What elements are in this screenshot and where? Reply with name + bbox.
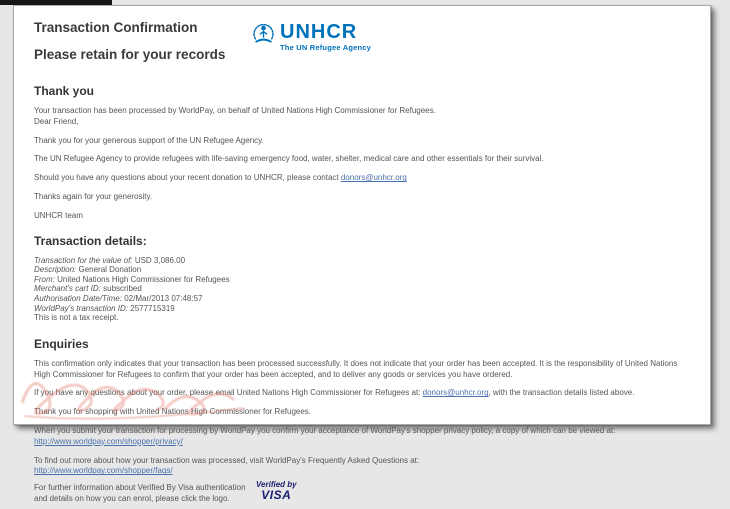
thank-you-paragraph-1 bbox=[34, 106, 692, 128]
detail-value: USD 3,086.00 bbox=[134, 255, 186, 265]
detail-label: From: bbox=[34, 274, 55, 284]
order-questions-tail: , with the transaction details listed above. bbox=[488, 388, 635, 398]
detail-value: subscribed bbox=[103, 284, 142, 294]
confirmation-page bbox=[13, 5, 711, 503]
detail-value: General Donation bbox=[78, 265, 142, 275]
unhcr-team-line: UNHCR team bbox=[34, 210, 83, 220]
page-title: Transaction Confirmation bbox=[34, 20, 198, 35]
faq-link[interactable]: http://www.worldpay.com/shopper/faqs/ bbox=[34, 466, 173, 476]
detail-label: Description: bbox=[34, 265, 77, 275]
screenshot-top-strip bbox=[0, 0, 112, 5]
order-questions-text: If you have any questions about your order, please email United Nations High Commissioner for Refugees at: bbox=[34, 388, 423, 398]
detail-value: 2577715319 bbox=[130, 303, 175, 313]
detail-row-description bbox=[34, 265, 692, 275]
processed-by-line: Your transaction has been processed by WorldPay, on behalf of United Nations High Commissioner for Refugees. bbox=[34, 106, 436, 115]
detail-row-from bbox=[34, 275, 692, 285]
not-tax-receipt-note: This is not a tax receipt. bbox=[34, 313, 119, 323]
thanks-shopping-line: Thank you for shopping with United Nations High Commissioner for Refugees. bbox=[34, 407, 312, 417]
detail-row-auth-datetime bbox=[34, 294, 692, 304]
enquiries-heading: Enquiries bbox=[34, 336, 89, 351]
visa-info-line2: and details on how you can enrol, please click the logo. bbox=[34, 493, 230, 503]
enquiries-email-link[interactable]: donors@unhcr.org bbox=[422, 388, 489, 398]
detail-row-transaction-id bbox=[34, 304, 692, 314]
unhcr-logo-tagline: The UN Refugee Agency bbox=[280, 43, 372, 52]
visa-wordmark: VISA bbox=[261, 488, 292, 503]
verified-by-visa-logo[interactable] bbox=[256, 481, 297, 501]
questions-donation-text: Should you have any questions about your recent donation to UNHCR, please contact bbox=[34, 173, 341, 183]
verified-by-visa-row bbox=[34, 480, 692, 509]
unhcr-logo bbox=[250, 20, 371, 52]
confirmation-disclaimer: This confirmation only indicates that your transaction has been processed successfully. It does not indicate that your order has been accepted. It is the responsibility of United Nations High Commissioner for Refugees to confirm that your order has been accepted, and to deliver any goods or services you have ordered. bbox=[34, 358, 678, 379]
thanks-generosity-line: Thanks again for your generosity. bbox=[34, 191, 153, 201]
detail-label: Merchant's cart ID: bbox=[34, 284, 101, 294]
thank-you-heading: Thank you bbox=[34, 84, 95, 98]
privacy-policy-line bbox=[34, 426, 692, 448]
unhcr-emblem-icon bbox=[250, 20, 280, 52]
privacy-policy-text: When you submit your transaction for processing by WorldPay you confirm your acceptance of WorldPay's shopper privacy policy, a copy of which can be viewed at: bbox=[34, 425, 616, 435]
faq-text: To find out more about how your transaction was processed, visit WorldPay's Frequently Asked Questions at: bbox=[34, 455, 420, 465]
transaction-details-heading: Transaction details: bbox=[34, 233, 147, 248]
donors-email-link[interactable]: donors@unhcr.org bbox=[340, 173, 407, 183]
order-questions-line bbox=[34, 388, 692, 399]
privacy-policy-link[interactable]: http://www.worldpay.com/shopper/privacy/ bbox=[34, 436, 183, 446]
dear-friend-line: Dear Friend, bbox=[34, 116, 79, 126]
generous-support-line: Thank you for your generous support of the UN Refugee Agency. bbox=[34, 135, 264, 145]
agency-mission-line: The UN Refugee Agency to provide refugees with life-saving emergency food, water, shelter, medical care and other essentials for their survival. bbox=[34, 154, 544, 164]
verified-by-text: Verified by bbox=[256, 480, 297, 490]
detail-label: WorldPay's transaction ID: bbox=[34, 303, 129, 313]
visa-info-text bbox=[34, 483, 249, 505]
faq-line bbox=[34, 456, 692, 478]
page-subtitle: Please retain for your records bbox=[34, 47, 226, 62]
unhcr-logo-text bbox=[280, 20, 371, 52]
detail-value: 02/Mar/2013 07:48:57 bbox=[124, 293, 203, 303]
detail-row-cart-id bbox=[34, 284, 692, 294]
detail-value: United Nations High Commissioner for Refugees bbox=[57, 274, 230, 284]
unhcr-logo-name: UNHCR bbox=[280, 21, 358, 43]
detail-label: Authorisation Date/Time: bbox=[34, 293, 122, 303]
detail-label: Transaction for the value of: bbox=[34, 255, 133, 265]
questions-donation-line bbox=[34, 173, 692, 184]
transaction-details-block bbox=[34, 256, 692, 323]
detail-row-value bbox=[34, 256, 692, 266]
visa-info-line1: For further information about Verified By Visa authentication bbox=[34, 483, 246, 493]
